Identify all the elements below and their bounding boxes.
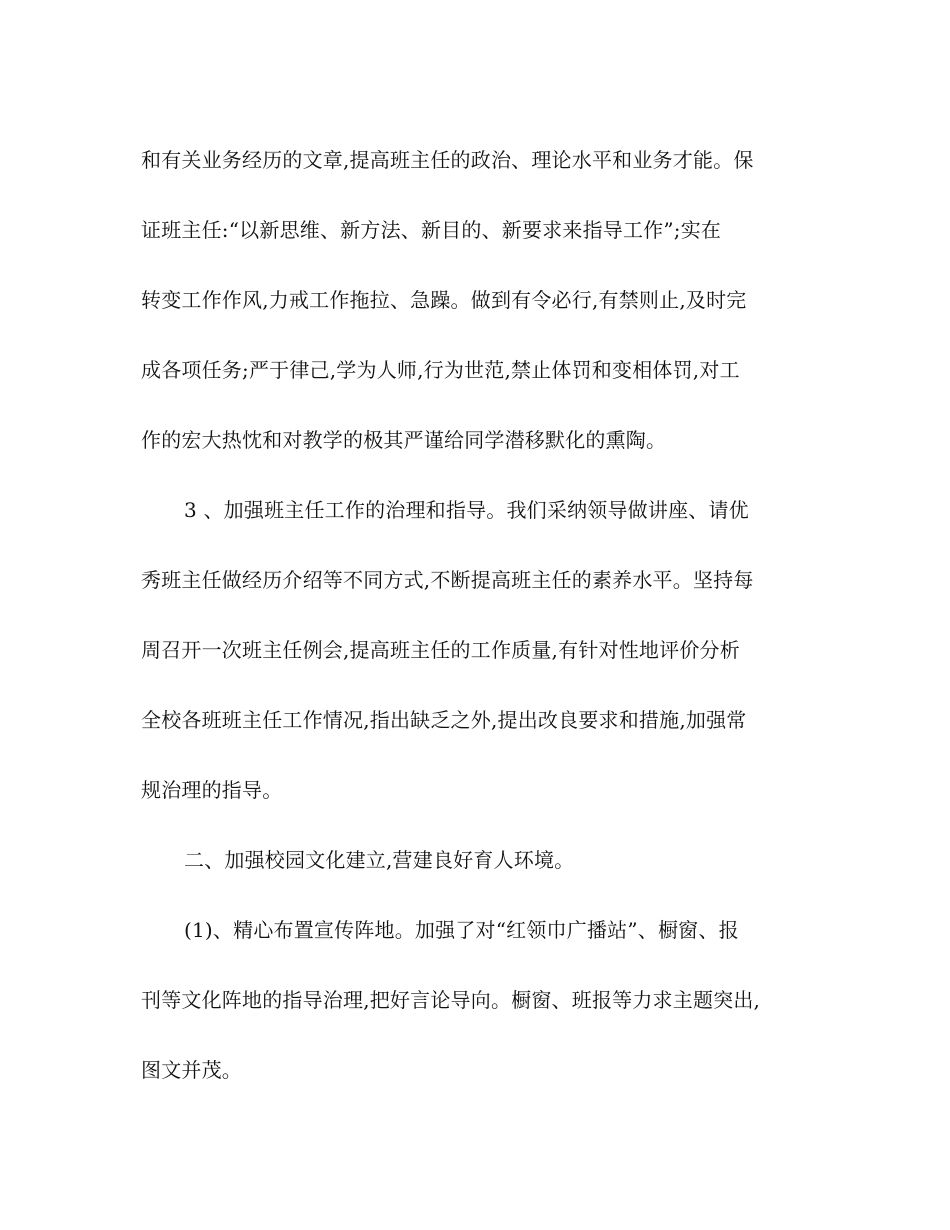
text-line: 作的宏大热忱和对教学的极其严谨给同学潜移默化的熏陶。 — [141, 428, 667, 452]
text-line: 转变工作作风,力戒工作拖拉、急躁。做到有令必行,有禁则止,及时完 — [141, 288, 747, 312]
text-line: 规治理的指导。 — [141, 778, 283, 802]
text-line: 成各项任务;严于律己,学为人师,行为世范,禁止体罚和变相体罚,对工 — [141, 358, 740, 382]
text-line: 全校各班班主任工作情况,指出缺乏之外,提出改良要求和措施,加强常 — [141, 708, 747, 732]
text-line: 秀班主任做经历介绍等不同方式,不断提高班主任的素养水平。坚持每 — [141, 568, 754, 592]
paragraph-start: 3 、加强班主任工作的治理和指导。我们采纳领导做讲座、请优 — [184, 498, 749, 522]
text-line: 图文并茂。 — [141, 1058, 242, 1082]
paragraph-start: (1)、精心布置宣传阵地。加强了对“红领巾广播站”、橱窗、报 — [184, 918, 739, 942]
text-line: 周召开一次班主任例会,提高班主任的工作质量,有针对性地评价分析 — [141, 638, 740, 662]
text-line: 和有关业务经历的文章,提高班主任的政治、理论水平和业务才能。保 — [141, 148, 754, 172]
section-heading: 二、加强校园文化建立,营建良好育人环境。 — [184, 848, 575, 872]
text-line: 证班主任:“以新思维、新方法、新目的、新要求来指导工作”;实在 — [141, 218, 722, 242]
text-line: 刊等文化阵地的指导治理,把好言论导向。橱窗、班报等力求主题突出, — [141, 988, 761, 1012]
